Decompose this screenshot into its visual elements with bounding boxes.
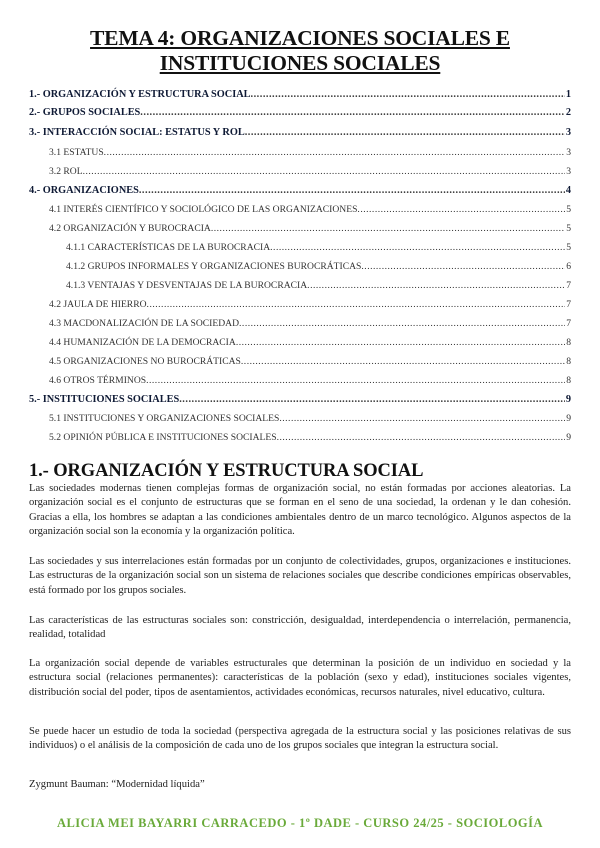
toc-entry[interactable]: 4.1.2 GRUPOS INFORMALES Y ORGANIZACIONES BUROCRÁTICAS ..... 6	[66, 261, 571, 277]
toc-entry[interactable]: 4.1.3 VENTAJAS Y DESVENTAJAS DE LA BUROCRACIA ..... 7	[66, 280, 571, 296]
paragraph: Se puede hacer un estudio de toda la sociedad (perspectiva agregada de la estructura social y las posiciones relativas de sus individuos) o el análisis de la composición de cada uno de los grupos sociales que integran la estructura social.	[29, 726, 571, 752]
toc-entry[interactable]: 4.1 INTERÉS CIENTÍFICO Y SOCIOLÓGICO DE LAS ORGANIZACIONES ..... 5	[49, 204, 571, 220]
paragraph: Las sociedades modernas tienen complejas formas de organización social, no están formadas por acciones aleatorias. La organización social es el conjunto de estructuras que se forman en el seno de una sociedad, la ordenan y le dan cohesión. Gracias a ella, los hombres se adaptan a las condiciones ambientales dentro de un marco tecnológico. Algunos aspectos de la organización social son la economía y la organización política.	[29, 483, 571, 538]
paragraph: Las características de las estructuras sociales son: constricción, desigualdad, interdependencia o interrelación, permanencia, realidad, totalidad	[29, 615, 571, 641]
page-footer: ALICIA MEI BAYARRI CARRACEDO - 1º DADE - CURSO 24/25 - SOCIOLOGÍA	[56, 816, 544, 830]
toc-entry[interactable]: 4.3 MACDONALIZACIÓN DE LA SOCIEDAD ..... 7	[49, 318, 571, 334]
toc-entry[interactable]: 3.- INTERACCIÓN SOCIAL: ESTATUS Y ROL ..... 3	[29, 127, 571, 143]
toc-entry[interactable]: 2.- GRUPOS SOCIALES ..... 2	[29, 107, 571, 123]
toc-entry[interactable]: 5.- INSTITUCIONES SOCIALES ..... 9	[29, 394, 571, 410]
citation: Zygmunt Bauman: “Modernidad líquida”	[29, 779, 205, 790]
toc-entry[interactable]: 4.2 ORGANIZACIÓN Y BUROCRACIA ..... 5	[49, 223, 571, 239]
title-line-1: TEMA 4: ORGANIZACIONES SOCIALES E	[90, 26, 510, 50]
toc-entry[interactable]: 5.2 OPINIÓN PÚBLICA E INSTITUCIONES SOCIALES ..... 9	[49, 432, 571, 448]
toc-entry[interactable]: 5.1 INSTITUCIONES Y ORGANIZACIONES SOCIALES ..... 9	[49, 413, 571, 429]
toc-entry[interactable]: 3.1 ESTATUS ..... 3	[49, 147, 571, 163]
title-line-2: INSTITUCIONES SOCIALES	[159, 51, 441, 75]
toc-entry[interactable]: 4.1.1 CARACTERÍSTICAS DE LA BUROCRACIA ..... 5	[66, 242, 571, 258]
toc-entry[interactable]: 1.- ORGANIZACIÓN Y ESTRUCTURA SOCIAL ..... 1	[29, 89, 571, 105]
toc-entry[interactable]: 4.4 HUMANIZACIÓN DE LA DEMOCRACIA ..... 8	[49, 337, 571, 353]
toc-entry[interactable]: 4.2 JAULA DE HIERRO ..... 7	[49, 299, 571, 315]
section-heading: 1.- ORGANIZACIÓN Y ESTRUCTURA SOCIAL	[29, 461, 424, 481]
paragraph: Las sociedades y sus interrelaciones están formadas por un conjunto de colectividades, grupos, organizaciones e instituciones. Las estructuras de la organización social son un sistema de relaciones sociales que describe condiciones empíricas observables, está formado por los grupos sociales.	[29, 556, 571, 596]
paragraph: La organización social depende de variables estructurales que determinan la posición de un individuo en sociedad y la estructura social (relaciones permanentes): características de la población (sexo y edad), instituciones sociales vigentes, distribución social del poder, tipos de asentamientos, actividades económicas, recursos naturales, nivel educativo, cultura.	[29, 658, 571, 698]
toc-entry[interactable]: 3.2 ROL ..... 3	[49, 166, 571, 182]
toc-entry[interactable]: 4.6 OTROS TÉRMINOS ..... 8	[49, 375, 571, 391]
toc-entry[interactable]: 4.5 ORGANIZACIONES NO BUROCRÁTICAS ..... 8	[49, 356, 571, 372]
toc-entry[interactable]: 4.- ORGANIZACIONES ..... 4	[29, 185, 571, 201]
document-title	[0, 26, 600, 76]
